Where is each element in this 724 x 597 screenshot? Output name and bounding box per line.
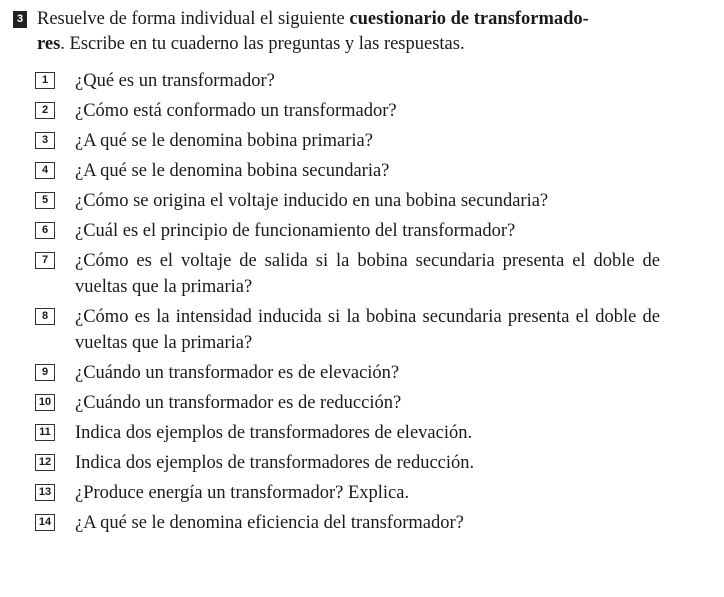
question-number: 12 xyxy=(35,454,55,471)
activity-number-badge: 3 xyxy=(13,11,27,28)
question-text: ¿Qué es un transformador? xyxy=(75,71,275,91)
question-number: 4 xyxy=(35,162,55,179)
question-number: 13 xyxy=(35,484,55,501)
instruction-bold-text: cuestionario de transformado- xyxy=(349,9,589,29)
question-text: ¿Cómo es la intensidad inducida si la bobina secundaria presenta el doble de vueltas que la primaria? xyxy=(75,307,660,353)
instruction-text-end: . Escribe en tu cuaderno las preguntas y las respuestas. xyxy=(60,34,465,54)
question-text: Indica dos ejemplos de transformadores de reducción. xyxy=(75,453,475,473)
question-text: Indica dos ejemplos de transformadores de elevación. xyxy=(75,423,473,443)
question-text: ¿Cuándo un transformador es de reducción? xyxy=(75,393,402,413)
question-item-14 xyxy=(35,510,660,536)
question-text: ¿Cómo se origina el voltaje inducido en una bobina secundaria? xyxy=(75,191,549,211)
question-number: 5 xyxy=(35,192,55,209)
question-item-12 xyxy=(35,450,660,476)
question-number: 6 xyxy=(35,222,55,239)
question-item-8 xyxy=(35,304,660,356)
question-item-7 xyxy=(35,248,660,300)
question-number: 7 xyxy=(35,252,55,269)
question-list xyxy=(35,68,660,540)
question-text: ¿Cómo es el voltaje de salida si la bobina secundaria presenta el doble de vueltas que la primaria? xyxy=(75,251,660,297)
instruction-text: Resuelve de forma individual el siguiente xyxy=(37,9,350,29)
question-text: ¿A qué se le denomina bobina primaria? xyxy=(75,131,373,151)
question-number: 1 xyxy=(35,72,55,89)
question-text: ¿A qué se le denomina eficiencia del transformador? xyxy=(75,513,464,533)
question-number: 2 xyxy=(35,102,55,119)
question-item-2 xyxy=(35,98,660,124)
question-number: 10 xyxy=(35,394,55,411)
instruction-bold-text-end: res xyxy=(37,34,61,54)
question-item-3 xyxy=(35,128,660,154)
question-item-1 xyxy=(35,68,660,94)
instruction-line-2 xyxy=(13,32,693,57)
question-text: ¿Cómo está conformado un transformador? xyxy=(75,101,397,121)
instruction-paragraph xyxy=(13,7,693,57)
question-item-11 xyxy=(35,420,660,446)
question-text: ¿Cuál es el principio de funcionamiento del transformador? xyxy=(75,221,516,241)
question-number: 11 xyxy=(35,424,55,441)
question-item-13 xyxy=(35,480,660,506)
question-item-5 xyxy=(35,188,660,214)
question-number: 9 xyxy=(35,364,55,381)
question-text: ¿Produce energía un transformador? Explica. xyxy=(75,483,410,503)
question-text: ¿Cuándo un transformador es de elevación? xyxy=(75,363,400,383)
question-item-4 xyxy=(35,158,660,184)
question-text: ¿A qué se le denomina bobina secundaria? xyxy=(75,161,390,181)
question-item-10 xyxy=(35,390,660,416)
question-item-9 xyxy=(35,360,660,386)
question-number: 8 xyxy=(35,308,55,325)
question-item-6 xyxy=(35,218,660,244)
question-number: 14 xyxy=(35,514,55,531)
question-number: 3 xyxy=(35,132,55,149)
